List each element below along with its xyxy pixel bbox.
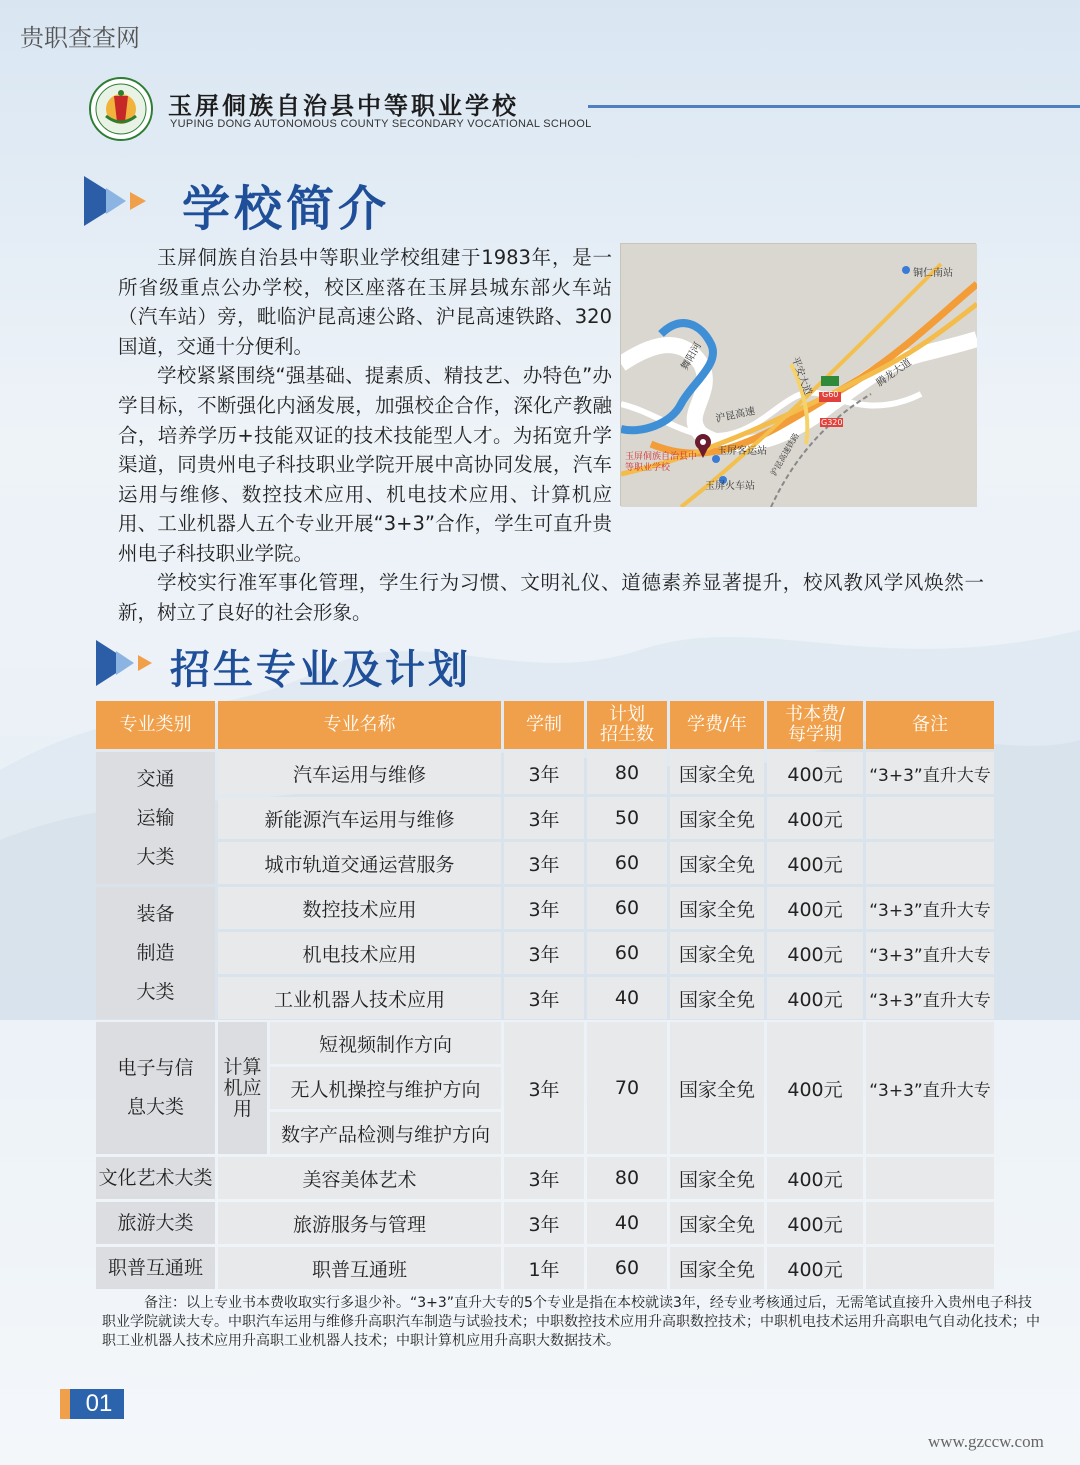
category-tourism: 旅游大类 (96, 1202, 215, 1244)
major-name: 旅游服务与管理 (218, 1202, 501, 1244)
section-intro-title: 学校简介 (182, 181, 391, 237)
major-remark: “3+3”直升大专 (866, 752, 994, 794)
play-arrow-icon (92, 634, 162, 692)
major-fee: 国家全免 (670, 887, 764, 929)
major-duration: 3年 (504, 752, 584, 794)
direction-name: 无人机操控与维护方向 (270, 1067, 501, 1109)
section-intro-heading (80, 168, 480, 237)
major-fee: 国家全免 (670, 1202, 764, 1244)
major-remark (866, 842, 994, 884)
major-duration: 3年 (504, 1202, 584, 1244)
header-book-line2: 每学期 (788, 724, 842, 745)
major-remark (866, 797, 994, 839)
page-number-badge (60, 1389, 124, 1419)
map-label-school: 玉屏侗族自治县中等职业学校 (625, 452, 698, 473)
map-label-train-station: 玉屏火车站 (705, 481, 755, 492)
major-book-fee: 400元 (767, 1157, 863, 1199)
major-remark: “3+3”直升大专 (866, 932, 994, 974)
major-plan: 60 (587, 932, 667, 974)
intro-paragraph-2: 学校紧紧围绕“强基础、提素质、精技艺、办特色”办学目标，不断强化内涵发展，加强校企合作，深化产教融合，培养学历+技能双证的技术技能型人才。为拓宽升学渠道，同贵州电子科技职业学院开展中高协同发展，汽车运用与维修、数控技术应用、机电技术应用、计算机应用、工业机器人五个专业开展“3+3”合作，学生可直升贵州电子科技职业学院。 (118, 364, 612, 565)
header-duration: 学制 (504, 701, 584, 749)
intro-text-bottom (118, 568, 984, 627)
header-divider (588, 105, 1080, 108)
map-label-tenglong: 腾龙大道 (874, 357, 914, 390)
table-row (96, 797, 994, 839)
major-duration: 3年 (504, 887, 584, 929)
major-book-fee: 400元 (767, 1202, 863, 1244)
major-book-fee: 400元 (767, 932, 863, 974)
computer-plan: 70 (587, 1022, 667, 1154)
major-fee: 国家全免 (670, 797, 764, 839)
major-remark: “3+3”直升大专 (866, 977, 994, 1019)
major-duration: 3年 (504, 842, 584, 884)
map-label-hukun: 沪昆高速 (714, 405, 757, 425)
table-row (96, 932, 994, 974)
computer-remark: “3+3”直升大专 (866, 1022, 994, 1154)
major-remark: “3+3”直升大专 (866, 887, 994, 929)
major-duration: 3年 (504, 932, 584, 974)
major-plan: 60 (587, 1247, 667, 1289)
school-name-en: YUPING DONG AUTONOMOUS COUNTY SECONDARY VOCATIONAL SCHOOL (170, 118, 592, 130)
table-row (96, 1157, 994, 1199)
map-label-rail: 沪昆高速铁路 (769, 431, 801, 478)
computer-duration: 3年 (504, 1022, 584, 1154)
major-plan: 60 (587, 842, 667, 884)
intro-paragraph-3: 学校实行准军事化管理，学生行为习惯、文明礼仪、道德素养显著提升，校风教风学风焕然一新，树立了良好的社会形象。 (118, 571, 984, 624)
major-name: 工业机器人技术应用 (218, 977, 501, 1019)
school-header (88, 76, 1080, 146)
major-name: 机电技术应用 (218, 932, 501, 974)
major-plan: 40 (587, 1202, 667, 1244)
header-plan-line2: 招生数 (600, 724, 654, 745)
map-label-pingan: 平安大道 (789, 355, 814, 397)
subcategory-computer: 计算机应用 (218, 1022, 267, 1154)
enrollment-table (93, 698, 997, 1292)
play-arrow-icon (80, 168, 160, 234)
header-plan (587, 701, 667, 749)
table-row (96, 842, 994, 884)
major-book-fee: 400元 (767, 1247, 863, 1289)
intro-text-top (118, 243, 612, 569)
location-map (620, 243, 976, 506)
major-fee: 国家全免 (670, 1247, 764, 1289)
header-plan-line1: 计划 (609, 704, 645, 725)
table-row (96, 752, 994, 794)
major-remark (866, 1202, 994, 1244)
enrollment-table-wrap (96, 698, 989, 1292)
major-book-fee: 400元 (767, 797, 863, 839)
category-culture: 文化艺术大类 (96, 1157, 215, 1199)
computer-fee: 国家全免 (670, 1022, 764, 1154)
map-label-g60: G60 (822, 390, 839, 399)
major-name: 美容美体艺术 (218, 1157, 501, 1199)
major-plan: 80 (587, 1157, 667, 1199)
header-major-name: 专业名称 (218, 701, 501, 749)
major-name: 数控技术应用 (218, 887, 501, 929)
major-fee: 国家全免 (670, 977, 764, 1019)
site-watermark: 贵职查查网 (20, 24, 140, 52)
major-duration: 3年 (504, 977, 584, 1019)
site-url-watermark: www.gzccw.com (928, 1432, 1044, 1451)
table-row (96, 1202, 994, 1244)
major-name: 新能源汽车运用与维修 (218, 797, 501, 839)
major-remark (866, 1247, 994, 1289)
school-name-cn: 玉屏侗族自治县中等职业学校 (168, 91, 519, 120)
major-book-fee: 400元 (767, 842, 863, 884)
major-book-fee: 400元 (767, 977, 863, 1019)
major-name: 职普互通班 (218, 1247, 501, 1289)
map-label-g320: G320 (821, 418, 843, 427)
major-name: 城市轨道交通运营服务 (218, 842, 501, 884)
table-row (96, 977, 994, 1019)
major-plan: 60 (587, 887, 667, 929)
header-book-fee (767, 701, 863, 749)
major-name: 汽车运用与维修 (218, 752, 501, 794)
category-vocational: 职普互通班 (96, 1247, 215, 1289)
major-duration: 1年 (504, 1247, 584, 1289)
major-book-fee: 400元 (767, 887, 863, 929)
direction-name: 数字产品检测与维护方向 (270, 1112, 501, 1154)
category-electronic: 电子与信息大类 (96, 1022, 215, 1154)
table-header-row (96, 701, 994, 749)
section-enroll-heading (92, 634, 592, 692)
school-logo (88, 76, 154, 142)
section-enroll-title: 招生专业及计划 (170, 647, 471, 693)
major-fee: 国家全免 (670, 1157, 764, 1199)
map-label-tongren: 铜仁南站 (913, 268, 953, 279)
major-duration: 3年 (504, 1157, 584, 1199)
category-transport: 交通运输大类 (96, 752, 215, 884)
major-fee: 国家全免 (670, 842, 764, 884)
major-plan: 50 (587, 797, 667, 839)
map-label-bus-station: 玉屏客运站 (717, 446, 767, 457)
major-plan: 40 (587, 977, 667, 1019)
direction-name: 短视频制作方向 (270, 1022, 501, 1064)
computer-book-fee: 400元 (767, 1022, 863, 1154)
major-duration: 3年 (504, 797, 584, 839)
table-row (96, 1247, 994, 1289)
map-label-river: 舞阳河 (679, 340, 704, 373)
header-fee: 学费/年 (670, 701, 764, 749)
header-book-line1: 书本费/ (784, 704, 846, 725)
header-remark: 备注 (866, 701, 994, 749)
page-number: 01 (85, 1390, 113, 1417)
table-footnote: 备注：以上专业书本费收取实行多退少补。“3+3”直升大专的5个专业是指在本校就读3年，经专业考核通过后，无需笔试直接升入贵州电子科技职业学院就读大专。中职汽车运用与维修升高职汽车制造与试验技术；中职数控技术应用升高职数控技术；中职机电技术运用升高职电气自动化技术；中职工业机器人技术应用升高职工业机器人技术；中职计算机应用升高职大数据技术。 (102, 1295, 1040, 1349)
table-row (96, 887, 994, 929)
major-plan: 80 (587, 752, 667, 794)
major-fee: 国家全免 (670, 752, 764, 794)
table-row (96, 1022, 994, 1064)
header-category: 专业类别 (96, 701, 215, 749)
category-equipment: 装备制造大类 (96, 887, 215, 1019)
major-fee: 国家全免 (670, 932, 764, 974)
major-book-fee: 400元 (767, 752, 863, 794)
intro-paragraph-1: 玉屏侗族自治县中等职业学校组建于1983年，是一所省级重点公办学校，校区座落在玉屏县城东部火车站（汽车站）旁，毗临沪昆高速公路、沪昆高速铁路、320国道，交通十分便利。 (118, 246, 612, 358)
major-remark (866, 1157, 994, 1199)
